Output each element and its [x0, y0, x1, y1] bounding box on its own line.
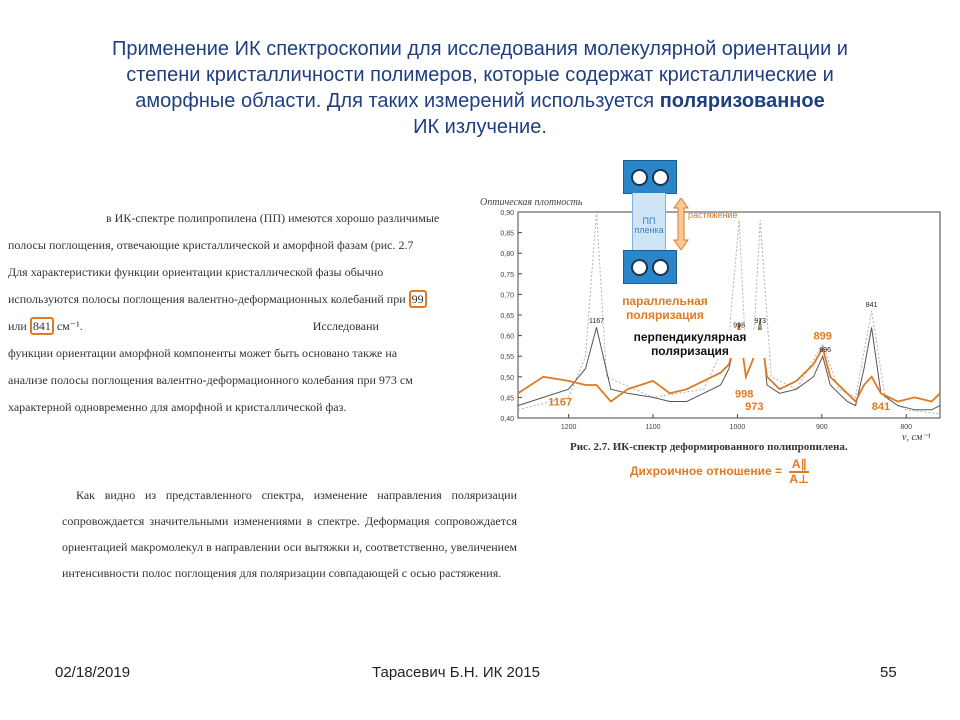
peak-label-orange: 998 [735, 388, 754, 401]
stretch-label: растяжение [688, 210, 738, 220]
doc2-paragraph: Как видно из представленного спектра, изменение направления поляризации сопровождается значительными изменениями в спектре. Деформация сопровождается ориентацией макромолекул в направлении оси вытяжки и, соответственно, увеличением интенсивности полос поглощения для поляризации совпадающей с осью растяжения. [62, 488, 517, 580]
a-perpendicular: A⊥ [789, 472, 809, 486]
peak-label-small: 896 [819, 347, 832, 355]
document-excerpt-1 [8, 205, 468, 421]
y-tick-label: 0,45 [500, 395, 514, 403]
title-line-4: ИК излучение. [413, 116, 547, 138]
highlight-841: 841 [30, 317, 54, 335]
peak-label-small: 998 [733, 322, 745, 330]
y-tick-label: 0,80 [500, 251, 514, 259]
peak-label-small: 1167 [588, 318, 605, 326]
screw-icon [631, 169, 648, 186]
x-tick-label: 1000 [729, 424, 746, 431]
doc-line-5-post: см⁻¹. [56, 319, 83, 333]
x-ticks [561, 414, 912, 431]
ir-spectrum-figure [470, 160, 960, 490]
title-bold-word: поляризованное [659, 90, 825, 112]
doc-line-1: в ИК-спектре полипропилена (ПП) имеются хорошо различимые [106, 211, 440, 225]
x-axis-label: ν, см⁻¹ [902, 432, 931, 443]
doc-line-3: Для характеристики функции ориентации кристаллической фазы обычно [8, 265, 384, 279]
highlight-998: 99 [409, 290, 427, 308]
footer-author: Тарасевич Б.Н. ИК 2015 [372, 664, 540, 681]
y-tick-label: 0,85 [500, 230, 514, 238]
peak-label-orange: 841 [871, 400, 891, 413]
y-tick-label: 0,75 [500, 271, 514, 279]
y-tick-label: 0,55 [500, 354, 514, 362]
y-tick-label: 0,90 [500, 210, 514, 217]
legend-perpendicular: перпендикулярная поляризация [615, 330, 765, 358]
film-sample [632, 193, 666, 251]
film-label: ПП пленка [634, 216, 664, 235]
dichroic-formula [630, 458, 809, 486]
footer-date: 02/18/2019 [55, 664, 131, 681]
footer-page-number: 55 [880, 664, 897, 681]
dichroic-fraction [789, 458, 809, 486]
dichroic-label: Дихроичное отношение = [630, 464, 782, 479]
peak-label-small: 973 [754, 318, 767, 326]
y-tick-label: 0,40 [500, 416, 514, 423]
y-ticks [500, 210, 522, 423]
screw-icon [652, 169, 669, 186]
doc-line-5-pre: или [8, 319, 27, 333]
doc-line-4 [8, 286, 468, 313]
peak-label-orange: 899 [813, 330, 832, 343]
screw-icon [652, 259, 669, 276]
top-clamp [623, 160, 677, 194]
x-tick-label: 900 [815, 424, 828, 431]
peak-label-small: 841 [865, 301, 878, 309]
slide-title [30, 36, 930, 140]
y-tick-label: 0,70 [500, 292, 514, 300]
a-parallel: A∥ [789, 458, 809, 473]
doc-line-5-right: Исследовани [312, 319, 379, 333]
doc-line-6: функции ориентации аморфной компоненты может быть основано также на [8, 346, 398, 360]
legend-parallel: параллельная поляризация [622, 294, 708, 322]
doc-line-8: характерной одновременно для аморфной и кристаллической фаз. [8, 400, 347, 414]
title-line-3-text: аморфные области. Для таких измерений используется [135, 90, 655, 112]
x-tick-label: 1200 [560, 424, 577, 431]
stretch-arrow-icon [673, 198, 689, 250]
bottom-clamp [623, 250, 677, 284]
y-tick-label: 0,60 [500, 333, 514, 341]
y-tick-label: 0,50 [500, 374, 514, 382]
doc-line-4-text: используются полосы поглощения валентно-деформационных колебаний при [8, 292, 406, 306]
peak-label-orange: 973 [745, 400, 764, 413]
x-tick-label: 800 [900, 424, 913, 431]
doc-line-5 [8, 313, 468, 340]
x-tick-label: 1100 [645, 424, 661, 431]
title-line-3 [30, 88, 930, 114]
doc-line-2: полосы поглощения, отвечающие кристаллической и аморфной фазам (рис. 2.7 [8, 238, 414, 252]
title-line-2: степени кристалличности полимеров, которые содержат кристаллические и [126, 64, 834, 86]
peak-label-orange: 1167 [548, 396, 573, 409]
y-tick-label: 0,65 [500, 313, 514, 320]
doc-line-7: анализе полосы поглощения валентно-деформационного колебания при 973 см [8, 373, 413, 387]
title-line-1: Применение ИК спектроскопии для исследования молекулярной ориентации и [112, 38, 848, 60]
screw-icon [631, 259, 648, 276]
y-axis-label: Оптическая плотность [480, 197, 583, 208]
figure-caption: Рис. 2.7. ИК-спектр деформированного полипропилена. [570, 441, 848, 453]
document-excerpt-2 [62, 482, 517, 586]
